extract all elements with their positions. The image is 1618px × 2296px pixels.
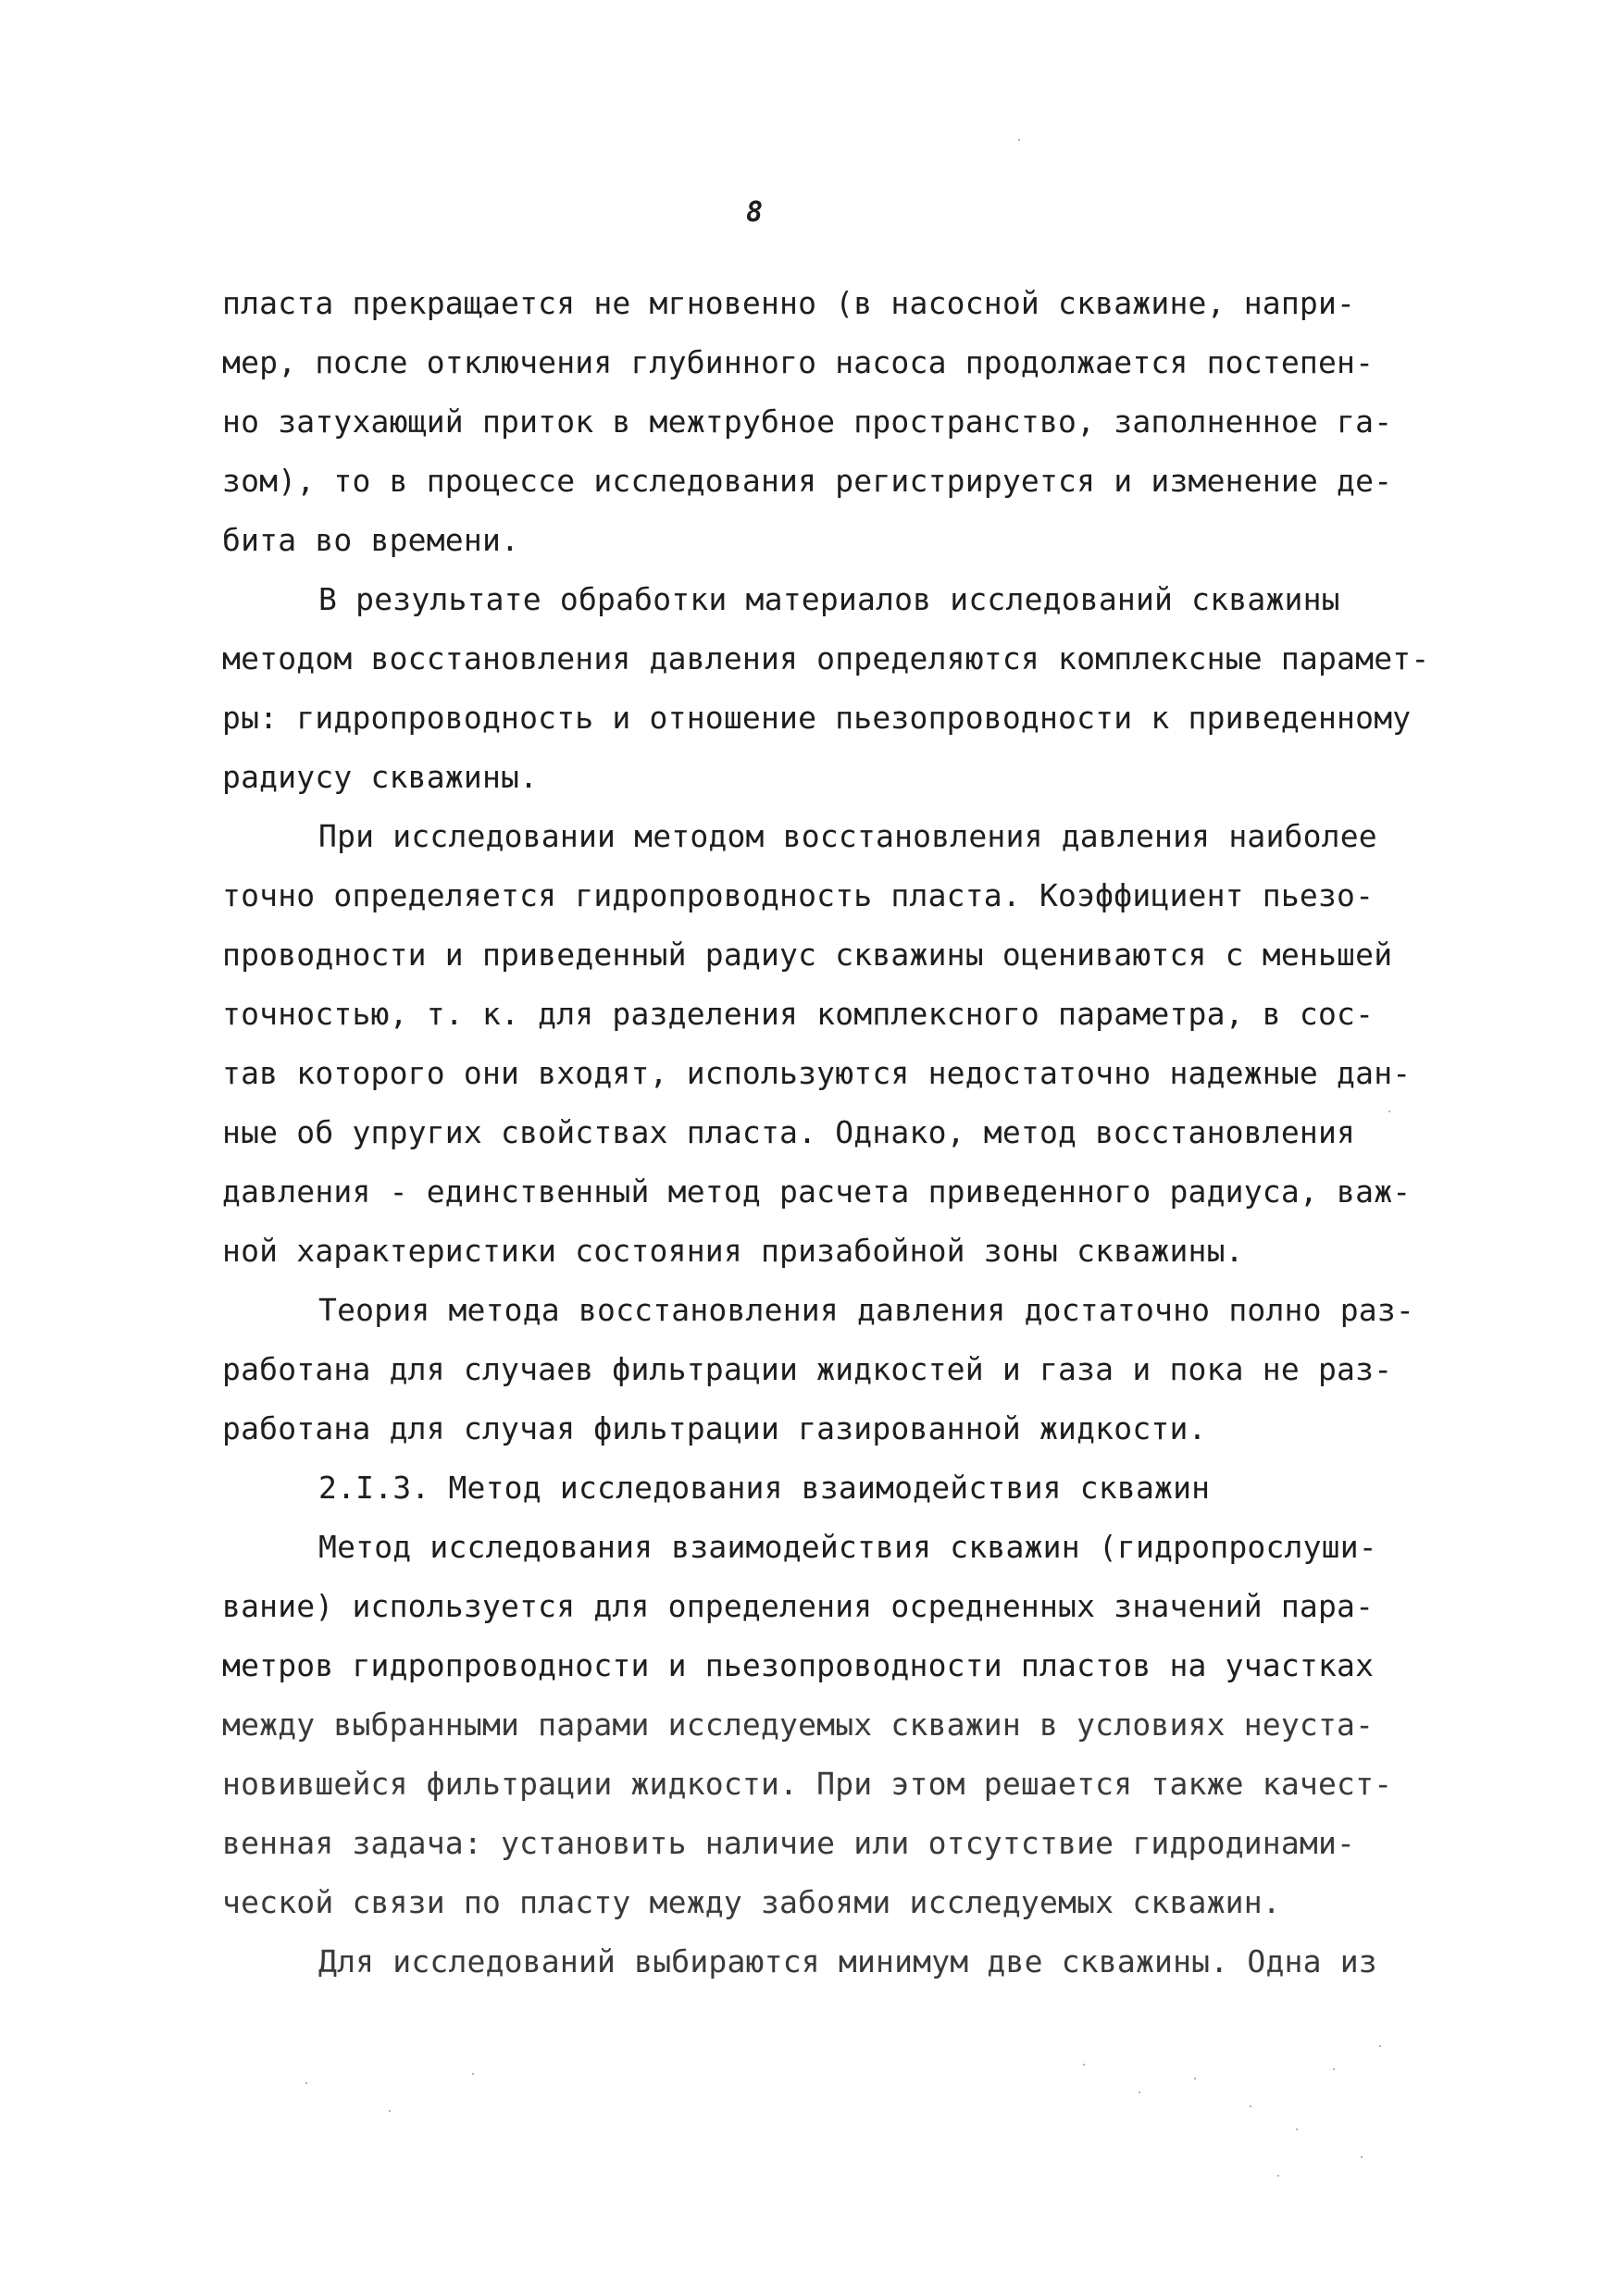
text-line: между выбранными парами исследуемых скважин в условиях неуста- <box>222 1706 1375 1743</box>
text-line: ры: гидропроводность и отношение пьезопроводности к приведенному <box>222 700 1412 736</box>
text-line: венная задача: установить наличие или отсутствие гидродинами- <box>222 1825 1356 1861</box>
section-heading: 2.I.3. Метод исследования взаимодействия скважин <box>318 1470 1211 1506</box>
text-line: зом), то в процессе исследования регистрируется и изменение де- <box>222 463 1393 499</box>
text-line: Теория метода восстановления давления достаточно полно раз- <box>318 1292 1414 1328</box>
scan-speck <box>1361 2156 1363 2158</box>
text-line: давления - единственный метод расчета приведенного радиуса, важ- <box>222 1173 1412 1210</box>
text-line: вание) используется для определения осредненных значений пара- <box>222 1588 1375 1624</box>
scan-speck <box>389 2110 391 2112</box>
text-line: ные об упругих свойствах пласта. Однако, метод восстановления <box>222 1114 1356 1150</box>
scan-speck <box>305 2082 307 2084</box>
scan-speck <box>1277 2175 1279 2177</box>
text-line: Для исследований выбираются минимум две скважины. Одна из <box>318 1943 1377 1980</box>
scan-speck <box>1194 2078 1196 2079</box>
text-line: точно определяется гидропроводность пласта. Коэффициент пьезо- <box>222 877 1375 913</box>
text-line: метров гидропроводности и пьезопроводности пластов на участках <box>222 1647 1375 1683</box>
scan-speck <box>1250 2105 1251 2107</box>
paragraph-3 <box>222 807 1462 1281</box>
text-line: Метод исследования взаимодействия скважин (гидропрослуши- <box>318 1529 1377 1565</box>
scan-speck <box>1333 2068 1335 2070</box>
paragraph-2 <box>222 570 1462 807</box>
scan-speck <box>1379 2045 1381 2047</box>
scan-speck <box>472 2073 474 2075</box>
text-line: ческой связи по пласту между забоями исследуемых скважин. <box>222 1884 1281 1920</box>
body-text <box>222 274 1462 1992</box>
text-line: новившейся фильтрации жидкости. При этом решается также качест- <box>222 1766 1393 1802</box>
text-line: мер, после отключения глубинного насоса продолжается постепен- <box>222 344 1375 380</box>
text-line: В результате обработки материалов исследований скважины <box>318 581 1340 617</box>
text-line: тав которого они входят, используются недостаточно надежные дан- <box>222 1055 1412 1091</box>
scan-speck <box>1139 2091 1140 2093</box>
scan-speck <box>1083 2064 1085 2066</box>
text-line: проводности и приведенный радиус скважины оцениваются с меньшей <box>222 937 1393 973</box>
text-line: радиусу скважины. <box>222 759 539 795</box>
text-line: При исследовании методом восстановления давления наиболее <box>318 818 1377 854</box>
text-line: методом восстановления давления определяются комплексные парамет- <box>222 640 1430 676</box>
paragraph-6 <box>222 1932 1462 1992</box>
scan-speck <box>1296 2128 1298 2130</box>
text-line: точностью, т. к. для разделения комплексного параметра, в сос- <box>222 996 1375 1032</box>
paragraph-4 <box>222 1281 1462 1458</box>
scan-speck <box>1388 1111 1390 1112</box>
page-number: 8 <box>745 196 764 229</box>
paragraph-1 <box>222 274 1462 570</box>
text-line: работана для случая фильтрации газированной жидкости. <box>222 1410 1207 1446</box>
text-line: работана для случаев фильтрации жидкостей и газа и пока не раз- <box>222 1351 1393 1387</box>
paragraph-5 <box>222 1518 1462 1932</box>
text-line: бита во времени. <box>222 522 520 558</box>
text-line: но затухающий приток в межтрубное пространство, заполненное га- <box>222 403 1393 440</box>
scan-speck <box>1018 139 1020 141</box>
text-line: пласта прекращается не мгновенно (в насосной скважине, напри- <box>222 285 1356 321</box>
text-line: ной характеристики состояния призабойной зоны скважины. <box>222 1233 1244 1269</box>
